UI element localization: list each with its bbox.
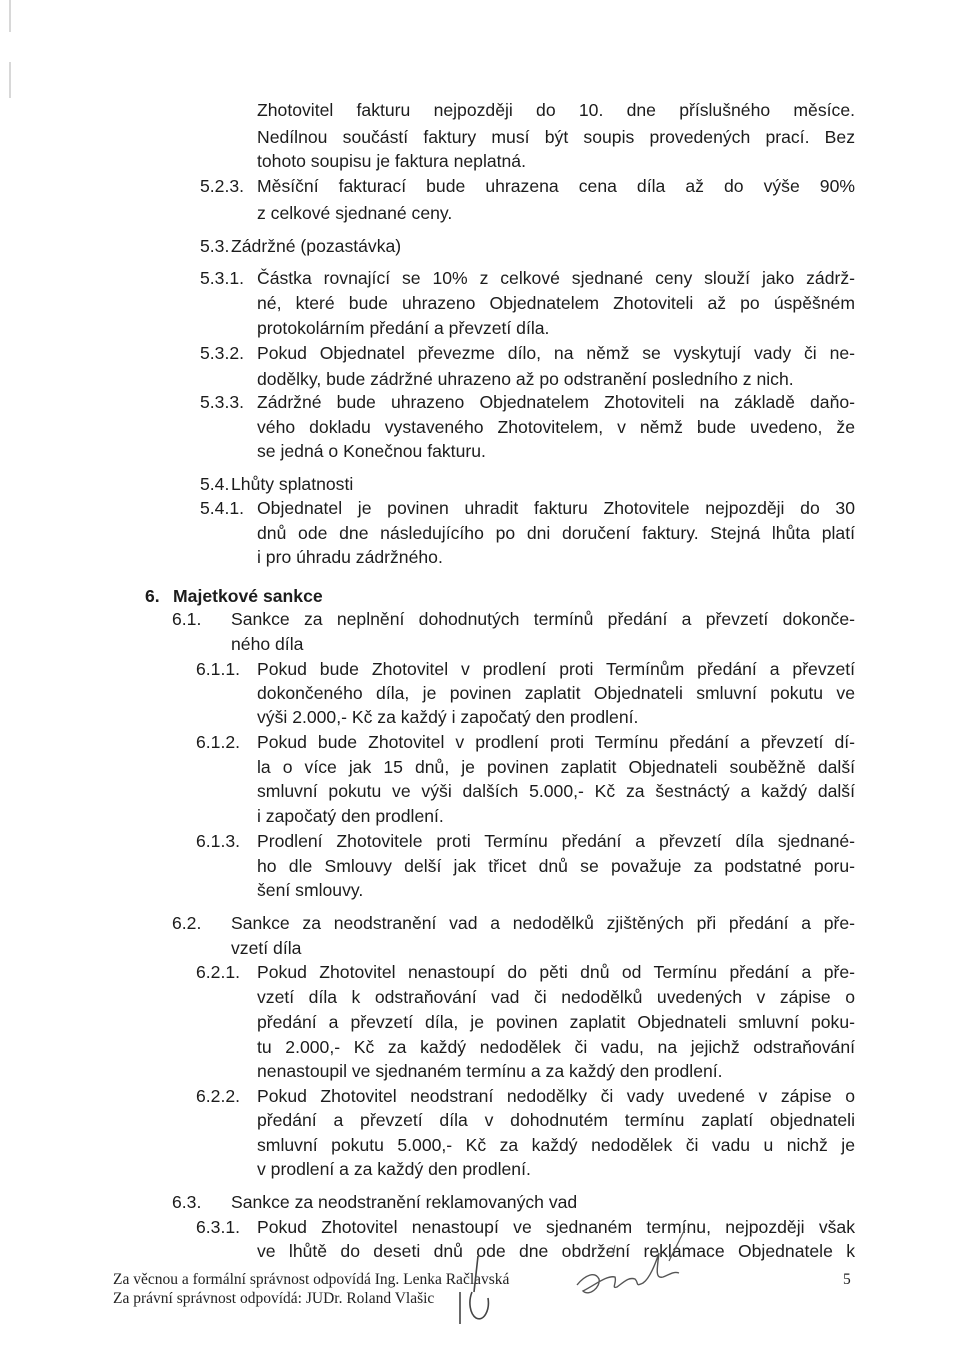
body-text-line: šení smlouvy. <box>257 880 364 900</box>
page-number: 5 <box>843 1271 851 1288</box>
body-text-line: ve lhůtě do deseti dnů ode dne obdržení reklamace Objednatele k <box>257 1241 855 1261</box>
body-text-line: Objednatel je povinen uhradit fakturu Zhotovitele nejpozději do 30 <box>257 498 855 518</box>
body-text-line: Sankce za neodstranění reklamovaných vad <box>231 1192 578 1212</box>
body-text-line: i pro úhradu zádržného. <box>257 547 443 567</box>
clause-number: 6.3.1. <box>196 1217 241 1237</box>
body-text-line: z celkové sjednané ceny. <box>257 203 453 223</box>
body-text-line: Lhůty splatnosti <box>231 474 354 494</box>
body-text-line: Měsíční fakturací bude uhrazena cena díla až do výše 90% <box>257 176 855 196</box>
body-text-line: ho dle Smlouvy delší jak třicet dnů se považuje za podstatné poru- <box>257 856 855 876</box>
body-text-line: la o více jak 15 dnů, je povinen zaplatit Objednateli souběžně další <box>257 757 855 777</box>
clause-number: 5.4.1. <box>200 498 245 518</box>
body-text-line: ného díla <box>231 634 304 654</box>
body-text-line: tu 2.000,- Kč za každý nedodělek či vadu, na jejichž odstraňování <box>257 1037 855 1057</box>
body-text-line: výši 2.000,- Kč za každý i započatý den prodlení. <box>257 707 639 727</box>
clause-number: 5.2.3. <box>200 176 245 196</box>
footer-responsibility-line-1: Za věcnou a formální správnost odpovídá Ing. Lenka Račlavská <box>113 1271 510 1288</box>
body-text-line: dokončeného díla, je povinen zaplatit Objednateli smluvní pokutu ve <box>257 683 855 703</box>
body-text-line: Prodlení Zhotovitele proti Termínu předání a převzetí díla sjednané- <box>257 831 855 851</box>
body-text-line: vzetí díla k odstraňování vad či nedodělků uvedených v zápise o <box>257 987 855 1007</box>
body-text-line: Sankce za neodstranění vad a nedodělků zjištěných při předání a pře- <box>231 913 855 933</box>
body-text-line: v prodlení a za každý den prodlení. <box>257 1159 531 1179</box>
body-text-line: se jedná o Konečnou fakturu. <box>257 441 486 461</box>
body-text-line: Nedílnou součástí faktury musí být soupis provedených prací. Bez <box>257 127 855 147</box>
body-text-line: vého dokladu vystaveného Zhotovitelem, v němž bude uvedeno, že <box>257 417 855 437</box>
body-text-line: Pokud Zhotovitel nenastoupí do pěti dnů od Termínu předání a pře- <box>257 962 855 982</box>
clause-number: 6. <box>145 586 160 606</box>
clause-number: 5.3. <box>200 236 230 256</box>
clause-number: 5.3.3. <box>200 392 245 412</box>
body-text-line: nenastoupil ve sjednaném termínu a za každý den prodlení. <box>257 1061 723 1081</box>
clause-number: 5.3.1. <box>200 268 245 288</box>
body-text-line: né, které bude uhrazeno Objednatelem Zhotoviteli až po úspěšném <box>257 293 855 313</box>
clause-number: 6.2.2. <box>196 1086 241 1106</box>
body-text-line: Pokud Objednatel převezme dílo, na němž se vyskytují vady či ne- <box>257 343 855 363</box>
body-text-line: Zádržné bude uhrazeno Objednatelem Zhotoviteli na základě daňo- <box>257 392 855 412</box>
body-text-line: Pokud Zhotovitel neodstraní nedodělky či vady uvedené v zápise o <box>257 1086 855 1106</box>
clause-number: 6.1.3. <box>196 831 241 851</box>
body-text-line: tohoto soupisu je faktura neplatná. <box>257 151 526 171</box>
handwritten-signature <box>555 1225 705 1315</box>
body-text-line: Zádržné (pozastávka) <box>231 236 402 256</box>
body-text-line: Pokud bude Zhotovitel v prodlení proti Termínu předání a převzetí dí- <box>257 732 855 752</box>
body-text-line: dodělky, bude zádržné uhrazeno až po odstranění posledního z nich. <box>257 369 794 389</box>
body-text-line: protokolárním předání a převzetí díla. <box>257 318 550 338</box>
clause-number: 5.3.2. <box>200 343 245 363</box>
body-text-line: Pokud Zhotovitel nenastoupí ve sjednaném termínu, nejpozději však <box>257 1217 855 1237</box>
footer-responsibility-line-2: Za právní správnost odpovídá: JUDr. Roland Vlašic <box>113 1290 435 1307</box>
body-text-line: i započatý den prodlení. <box>257 806 444 826</box>
body-text-line: Sankce za neplnění dohodnutých termínů předání a převzetí dokonče- <box>231 609 855 629</box>
clause-number: 6.1.1. <box>196 659 241 679</box>
clause-number: 6.1.2. <box>196 732 241 752</box>
body-text-line: vzetí díla <box>231 938 302 958</box>
body-text-line: Majetkové sankce <box>173 586 323 606</box>
body-text-line: předání a převzetí díla v dohodnutém termínu zaplatí objednateli <box>257 1110 855 1130</box>
body-text-line: Pokud bude Zhotovitel v prodlení proti Termínům předání a převzetí <box>257 659 855 679</box>
clause-number: 6.3. <box>172 1192 202 1212</box>
body-text-line: dnů ode dne následujícího po dni doručení faktury. Stejná lhůta platí <box>257 523 855 543</box>
body-text-line: předání a převzetí díla, je povinen zaplatit Objednateli smluvní poku- <box>257 1012 855 1032</box>
clause-number: 6.2.1. <box>196 962 241 982</box>
body-text-line: Částka rovnající se 10% z celkové sjednané ceny slouží jako zádrž- <box>257 268 855 288</box>
body-text-line: smluvní pokutu 5.000,- Kč za každý nedodělek či vadu u nichž je <box>257 1135 855 1155</box>
body-text-line: Zhotovitel fakturu nejpozději do 10. dne příslušného měsíce. <box>257 100 855 120</box>
initials-signature <box>450 1252 560 1332</box>
body-text-line: smluvní pokutu ve výši dalších 5.000,- Kč za šestnáctý a každý další <box>257 781 855 801</box>
clause-number: 6.2. <box>172 913 202 933</box>
clause-number: 5.4. <box>200 474 230 494</box>
clause-number: 6.1. <box>172 609 202 629</box>
